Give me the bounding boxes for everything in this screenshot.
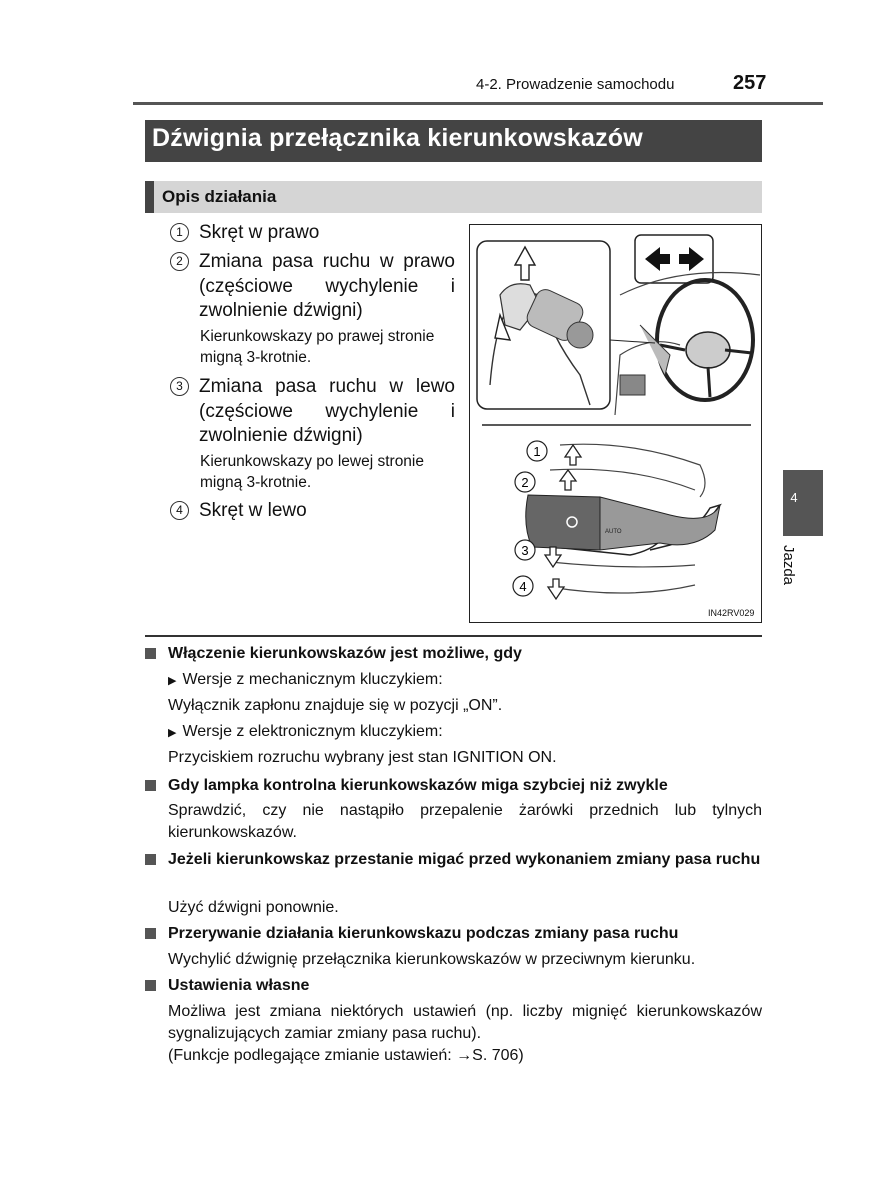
lever-auto-label: AUTO (605, 529, 622, 535)
body-text: Przyciskiem rozruchu wybrany jest stan IGNITION ON. (168, 749, 557, 766)
bullet-text: Wersje z elektronicznym kluczykiem: (182, 723, 443, 740)
body-text: Sprawdzić, czy nie nastąpiło przepalenie żarówki przednich lub tylnych kierunkowskazów. (168, 802, 762, 841)
section-heading: Przerywanie działania kierunkowskazu podczas zmiany pasa ruchu (168, 925, 679, 942)
arrow-up-icon (565, 445, 581, 465)
item-text: Skręt w lewo (199, 500, 307, 521)
section-heading: Ustawienia własne (168, 977, 310, 994)
chapter-number: 4 (790, 490, 798, 505)
list-item (170, 375, 455, 449)
header-section-title: 4-2. Prowadzenie samochodu (476, 76, 675, 93)
triangle-bullet-icon: ▶ (168, 727, 177, 739)
square-bullet-icon (145, 928, 156, 939)
arrow-down-icon (548, 579, 564, 599)
chapter-label: Jazda (780, 545, 797, 586)
callout-3: 3 (521, 543, 529, 558)
callout-1: 1 (533, 444, 541, 459)
item-note: Kierunkowskazy po lewej stronie migną 3-krotnie. (200, 453, 424, 491)
item-number: 1 (170, 223, 189, 242)
item-number: 2 (170, 252, 189, 271)
section-heading: Gdy lampka kontrolna kierunkowskazów miga szybciej niż zwykle (168, 777, 668, 794)
arrow-down-icon (545, 547, 561, 567)
square-bullet-icon (145, 980, 156, 991)
page-number: 257 (733, 72, 767, 94)
bullet-line (168, 669, 762, 692)
list-item (170, 250, 455, 324)
section-heading: Włączenie kierunkowskazów jest możliwe, gdy (168, 645, 522, 662)
body-text: Wyłącznik zapłonu znajduje się w pozycji „ON”. (168, 697, 503, 714)
square-bullet-icon (145, 780, 156, 791)
body-text: Możliwa jest zmiana niektórych ustawień (np. liczby mignięć kierunkowskazów sygnalizujących zamiar zmiany pasa ruchu). (168, 1003, 762, 1042)
section-divider (145, 635, 762, 637)
bullet-text: Wersje z mechanicznym kluczykiem: (182, 671, 443, 688)
section-heading: Jeżeli kierunkowskaz przestanie migać przed wykonaniem zmiany pasa ruchu (168, 851, 761, 868)
header-divider (133, 102, 823, 105)
callout-4: 4 (519, 579, 527, 594)
item-number: 3 (170, 377, 189, 396)
page-title: Dźwignia przełącznika kierunkowskazów (152, 124, 643, 152)
square-bullet-icon (145, 854, 156, 865)
figure-id: IN42RV029 (708, 608, 755, 618)
square-bullet-icon (145, 648, 156, 659)
item-text: Zmiana pasa ruchu w lewo (częściowe wychylenie i zwolnienie dźwigni) (199, 376, 455, 446)
body-text: Użyć dźwigni ponownie. (168, 899, 339, 916)
item-note: Kierunkowskazy po prawej stronie migną 3-krotnie. (200, 328, 435, 366)
bullet-line (168, 721, 762, 744)
item-text: Zmiana pasa ruchu w prawo (częściowe wychylenie i zwolnienie dźwigni) (199, 251, 455, 321)
subtitle: Opis działania (162, 187, 277, 206)
item-text: Skręt w prawo (199, 222, 320, 243)
callout-2: 2 (521, 475, 529, 490)
arrow-up-icon (560, 470, 576, 490)
turn-signal-figure (469, 224, 762, 623)
body-text: Wychylić dźwignię przełącznika kierunkowskazów w przeciwnym kierunku. (168, 951, 696, 968)
body-text: (Funkcje podlegające zmianie ustawień: →S. 706) (168, 1047, 524, 1064)
list-item (170, 221, 455, 246)
subtitle-accent (145, 181, 154, 213)
triangle-bullet-icon: ▶ (168, 675, 177, 687)
item-number: 4 (170, 501, 189, 520)
lever-illustration (470, 225, 761, 622)
list-item (170, 499, 455, 524)
